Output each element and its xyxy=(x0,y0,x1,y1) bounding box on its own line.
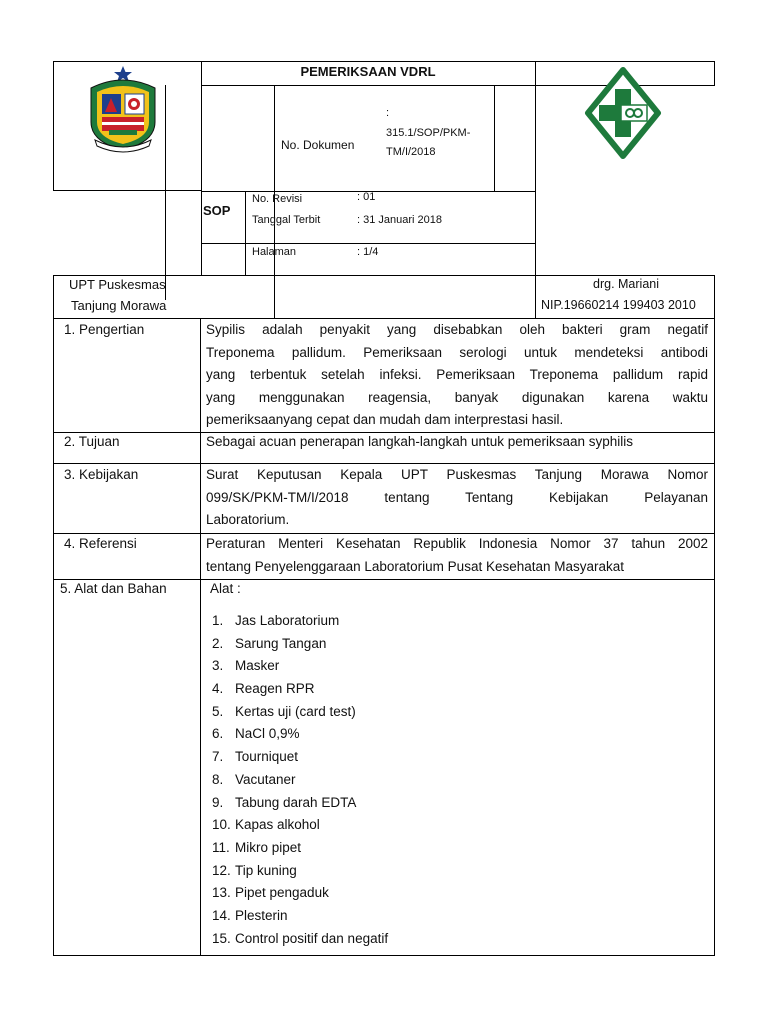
list-item-number: 3. xyxy=(212,658,224,674)
list-item-number: 1. xyxy=(212,613,224,628)
list-item-text: Kapas alkohol xyxy=(235,817,320,833)
list-item-number: 15. xyxy=(212,930,231,946)
list-item xyxy=(212,882,388,905)
list-item-text: Kertas uji (card test) xyxy=(235,703,356,719)
list-item-text: Control positif dan negatif xyxy=(235,930,389,946)
list-item-number: 7. xyxy=(212,749,224,765)
kebijakan-line: 099/SK/PKM-TM/I/2018 tentang Tentang Kebijakan Pelayanan xyxy=(206,489,708,505)
list-item-text: Plesterin xyxy=(235,907,288,923)
alat-label: Alat : xyxy=(210,581,241,596)
sop-label: SOP xyxy=(203,203,231,218)
no-dokumen-label: No. Dokumen xyxy=(281,138,355,152)
org-name-line1: UPT Puskesmas xyxy=(69,277,166,292)
kebijakan-line: Surat Keputusan Kepala UPT Puskesmas Tanjung Morawa Nomor xyxy=(206,467,708,482)
tanggal-terbit-label: Tanggal Terbit xyxy=(252,214,321,226)
list-item-number: 12. xyxy=(212,862,231,878)
referensi-line: Peraturan Menteri Kesehatan Republik Indonesia Nomor 37 tahun 2002 xyxy=(206,536,708,551)
list-item-number: 11. xyxy=(212,839,230,855)
kebijakan-text xyxy=(206,464,708,532)
regional-government-emblem-icon xyxy=(83,64,163,161)
pengertian-text xyxy=(206,319,708,432)
list-item xyxy=(212,769,388,792)
list-item-text: Sarung Tangan xyxy=(235,635,327,651)
section-label-referensi: 4. Referensi xyxy=(64,536,137,551)
list-item-text: Vacutaner xyxy=(235,771,296,787)
section-label-pengertian: 1. Pengertian xyxy=(64,322,145,337)
signer-nip: NIP.19660214 199403 2010 xyxy=(541,298,696,312)
list-item xyxy=(212,905,388,928)
alat-list xyxy=(212,610,388,950)
list-item-text: Tourniquet xyxy=(235,749,299,765)
pengertian-line: yang menggunakan reagensia, banyak digunakan karena waktu xyxy=(206,389,708,405)
list-item xyxy=(212,746,388,769)
list-item-text: Masker xyxy=(235,658,280,674)
list-item xyxy=(212,633,388,656)
kebijakan-line: Laboratorium. xyxy=(206,512,290,527)
no-dokumen-value-line2: TM/I/2018 xyxy=(386,146,436,158)
list-item-text: Jas Laboratorium xyxy=(235,613,340,628)
halaman-value: : 1/4 xyxy=(357,246,379,258)
list-item-number: 10. xyxy=(212,817,231,833)
tujuan-text: Sebagai acuan penerapan langkah-langkah untuk pemeriksaan syphilis xyxy=(206,434,634,449)
list-item xyxy=(212,792,388,815)
referensi-line: tentang Penyelenggaraan Laboratorium Pusat Kesehatan Masyarakat xyxy=(206,558,625,574)
list-item-number: 2. xyxy=(212,635,224,651)
list-item-number: 4. xyxy=(212,681,224,697)
list-item xyxy=(212,610,388,633)
pengertian-line: pemeriksaanyang cepat dan mudah dam interprestasi hasil. xyxy=(206,412,564,427)
document-title: PEMERIKSAAN VDRL xyxy=(300,64,436,79)
halaman-label: Halaman xyxy=(252,246,297,258)
list-item-text: Pipet pengaduk xyxy=(235,885,329,901)
list-item xyxy=(212,655,388,678)
no-dokumen-value-line1: 315.1/SOP/PKM- xyxy=(386,127,471,139)
list-item-number: 8. xyxy=(212,771,224,787)
list-item-text: Reagen RPR xyxy=(235,681,315,697)
section-label-tujuan: 2. Tujuan xyxy=(64,434,120,449)
list-item xyxy=(212,723,388,746)
pengertian-line: yang terbentuk setelah infeksi. Pemeriksaan Treponema pallidum rapid xyxy=(206,367,708,382)
section-label-kebijakan: 3. Kebijakan xyxy=(64,467,139,482)
list-item xyxy=(212,860,388,883)
pengertian-line: Sypilis adalah penyakit yang disebabkan oleh bakteri gram negatif xyxy=(206,322,708,337)
org-name-line2: Tanjung Morawa xyxy=(71,298,167,313)
list-item xyxy=(212,701,388,724)
list-item xyxy=(212,678,388,701)
list-item-number: 6. xyxy=(212,726,224,742)
no-revisi-label: No. Revisi xyxy=(252,193,303,205)
list-item xyxy=(212,928,388,951)
list-item xyxy=(212,837,388,860)
list-item-number: 5. xyxy=(212,703,224,719)
no-revisi-value: : 01 xyxy=(357,191,376,203)
list-item-text: Mikro pipet xyxy=(235,839,302,855)
pengertian-line: Treponema pallidum. Pemeriksaan serologi untuk mendeteksi antibodi xyxy=(206,344,708,360)
list-item xyxy=(212,814,388,837)
list-item-text: NaCl 0,9% xyxy=(235,726,300,742)
list-item-text: Tabung darah EDTA xyxy=(235,794,357,810)
section-label-alat-bahan: 5. Alat dan Bahan xyxy=(60,581,167,596)
list-item-text: Tip kuning xyxy=(235,862,297,878)
tanggal-terbit-value: : 31 Januari 2018 xyxy=(357,214,443,226)
no-dokumen-colon: : xyxy=(386,107,390,119)
list-item-number: 14. xyxy=(212,907,231,923)
signer-name: drg. Mariani xyxy=(593,277,659,291)
referensi-text xyxy=(206,533,708,578)
list-item-number: 13. xyxy=(212,885,231,901)
list-item-number: 9. xyxy=(212,794,224,810)
puskesmas-green-cross-icon xyxy=(584,66,662,165)
